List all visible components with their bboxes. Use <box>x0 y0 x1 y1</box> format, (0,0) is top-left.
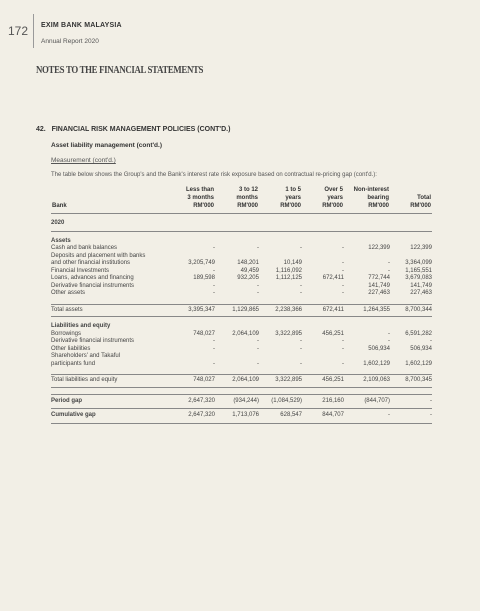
table-row <box>51 268 432 276</box>
liabilities-heading: Liabilities and equity <box>51 323 111 329</box>
row-label: Derivative financial instruments <box>51 338 135 344</box>
year-label: 2020 <box>51 214 169 232</box>
row-label: Loans, advances and financing <box>51 275 134 281</box>
table-cell: - <box>342 260 344 266</box>
table-cell: - <box>430 338 432 344</box>
table-cell: 3,679,083 <box>405 275 432 281</box>
table-cell: 1,713,076 <box>215 409 259 424</box>
table-cell: 2,064,109 <box>232 330 259 337</box>
table-row <box>51 245 432 253</box>
notes-title: NOTES TO THE FINANCIAL STATEMENTS <box>36 64 204 76</box>
column-header: 1 to 5 years RM'000 <box>259 185 302 214</box>
section-description: The table below shows the Group's and the Bank's interest rate risk exposure based on contractual re-pricing gap (cont'd.): <box>51 172 377 178</box>
table-cell: - <box>300 282 302 289</box>
table-cell: - <box>390 409 432 424</box>
table-cell: 1,602,129 <box>363 360 390 367</box>
table-cell: 844,707 <box>302 409 344 424</box>
table-cell: (934,244) <box>215 394 259 409</box>
table-cell: 227,463 <box>410 290 432 296</box>
table-cell: 6,591,282 <box>405 330 432 337</box>
table-cell: 2,647,320 <box>169 394 215 409</box>
table-cell: - <box>257 338 259 344</box>
year-row <box>51 214 432 232</box>
table-cell: - <box>213 345 215 352</box>
table-cell: - <box>213 245 215 251</box>
table-cell: - <box>257 282 259 289</box>
page-number: 172 <box>8 24 29 38</box>
total-assets-row <box>51 304 432 317</box>
table-cell: - <box>213 360 215 367</box>
table-cell: - <box>257 290 259 296</box>
table-header-row <box>51 185 432 214</box>
table-cell: - <box>388 330 390 337</box>
table-cell: - <box>213 338 215 344</box>
table-cell: 506,934 <box>410 345 432 352</box>
row-label: Period gap <box>51 394 169 409</box>
table-cell: 1,112,125 <box>275 275 302 281</box>
table-cell: 3,322,895 <box>259 375 302 388</box>
table-cell: - <box>300 345 302 352</box>
row-label: Borrowings <box>51 330 82 337</box>
table-cell: - <box>213 267 215 274</box>
table-cell: - <box>300 338 302 344</box>
column-header: 3 to 12 months RM'000 <box>215 185 259 214</box>
table-cell: - <box>300 360 302 367</box>
table-cell: 122,399 <box>368 245 390 251</box>
table-cell: 8,700,344 <box>390 304 432 317</box>
row-label: Derivative financial instruments <box>51 282 135 289</box>
column-header: Less than 3 months RM'000 <box>169 185 215 214</box>
row-label: Other liabilities <box>51 345 91 352</box>
group-heading-row <box>51 231 432 245</box>
table-cell: 141,749 <box>368 282 390 289</box>
table-cell: 3,364,099 <box>405 260 432 266</box>
table-row <box>51 275 432 283</box>
section-subsubtitle: Measurement (cont'd.) <box>51 157 116 164</box>
table-cell: 456,251 <box>302 375 344 388</box>
table-cell: - <box>342 267 344 274</box>
table-cell: 141,749 <box>410 282 432 289</box>
table-cell: - <box>257 245 259 251</box>
table-cell: 1,165,551 <box>405 267 432 274</box>
table-cell: 932,205 <box>237 275 259 281</box>
repricing-gap-table <box>51 185 432 424</box>
section-title: 42. FINANCIAL RISK MANAGEMENT POLICIES (CONT'D.) <box>36 126 231 133</box>
table-row <box>51 331 432 339</box>
table-cell: - <box>388 260 390 266</box>
table-cell: - <box>342 290 344 296</box>
table-cell: - <box>300 290 302 296</box>
table-cell: - <box>344 409 390 424</box>
table-cell: 456,251 <box>322 330 344 337</box>
table-row <box>51 346 432 354</box>
period-gap-row <box>51 394 432 409</box>
table-row <box>51 260 432 268</box>
table-cell: - <box>342 338 344 344</box>
table-row <box>51 338 432 346</box>
table-cell: - <box>342 245 344 251</box>
group-heading-row <box>51 317 432 331</box>
table-cell: 628,547 <box>259 409 302 424</box>
table-cell: 122,399 <box>410 245 432 251</box>
column-header: Total RM'000 <box>390 185 432 214</box>
assets-heading: Assets <box>51 237 71 244</box>
row-label: Deposits and placement with banks <box>51 252 146 259</box>
table-cell: - <box>342 282 344 289</box>
table-cell: - <box>213 282 215 289</box>
table-cell: - <box>213 290 215 296</box>
table-cell: - <box>388 267 390 274</box>
table-cell: - <box>342 360 344 367</box>
table-cell: 2,064,109 <box>215 375 259 388</box>
table-row <box>51 353 432 361</box>
table-cell: 1,602,129 <box>405 360 432 367</box>
table-cell: 148,201 <box>237 260 259 266</box>
row-label: Total liabilities and equity <box>51 375 169 388</box>
header-divider <box>33 14 34 48</box>
column-header: Bank <box>51 185 169 214</box>
table-cell: 772,744 <box>368 275 390 281</box>
row-label-continued: participants fund <box>51 360 96 367</box>
table-cell: 3,395,347 <box>169 304 215 317</box>
total-liabilities-row <box>51 375 432 388</box>
row-label: Other assets <box>51 290 86 296</box>
row-label-continued: and other financial institutions <box>51 260 131 266</box>
table-cell: 8,700,345 <box>390 375 432 388</box>
table-cell: - <box>342 345 344 352</box>
table-cell: 672,411 <box>302 304 344 317</box>
section-subtitle: Asset liability management (cont'd.) <box>51 142 162 149</box>
table-cell: (1,084,529) <box>259 394 302 409</box>
table-cell: - <box>300 245 302 251</box>
table-cell: - <box>388 338 390 344</box>
table-cell: 1,264,355 <box>344 304 390 317</box>
table-cell: 216,160 <box>302 394 344 409</box>
row-label: Cumulative gap <box>51 409 169 424</box>
table-cell: - <box>390 394 432 409</box>
table-row <box>51 253 432 261</box>
report-title: Annual Report 2020 <box>41 38 99 45</box>
table-cell: 49,459 <box>240 267 259 274</box>
table-cell: 1,116,092 <box>275 267 302 274</box>
table-cell: 189,598 <box>193 275 215 281</box>
table-cell: 2,109,063 <box>344 375 390 388</box>
table-cell: 748,027 <box>169 375 215 388</box>
table-cell: 1,129,865 <box>215 304 259 317</box>
table-cell: 3,205,749 <box>188 260 215 266</box>
row-label: Shareholders' and Takaful <box>51 353 121 359</box>
table-cell: 506,934 <box>368 345 390 352</box>
table-cell: (844,707) <box>344 394 390 409</box>
table-cell: 748,027 <box>193 330 215 337</box>
table-cell: 672,411 <box>322 275 344 281</box>
table-cell: - <box>257 360 259 367</box>
table-row <box>51 283 432 291</box>
table-cell: - <box>257 345 259 352</box>
bank-name: EXIM BANK MALAYSIA <box>41 22 122 29</box>
table-cell: 2,647,320 <box>169 409 215 424</box>
table-cell: 3,322,895 <box>275 330 302 337</box>
table-cell: 2,238,366 <box>259 304 302 317</box>
table-cell: 227,463 <box>368 290 390 296</box>
row-label: Total assets <box>51 304 169 317</box>
column-header: Non-interest bearing RM'000 <box>344 185 390 214</box>
column-header: Over 5 years RM'000 <box>302 185 344 214</box>
row-label: Financial Investments <box>51 267 110 274</box>
table-row <box>51 361 432 369</box>
cumulative-gap-row <box>51 409 432 424</box>
row-label: Cash and bank balances <box>51 245 118 251</box>
table-row <box>51 290 432 298</box>
table-cell: 10,149 <box>283 260 302 266</box>
